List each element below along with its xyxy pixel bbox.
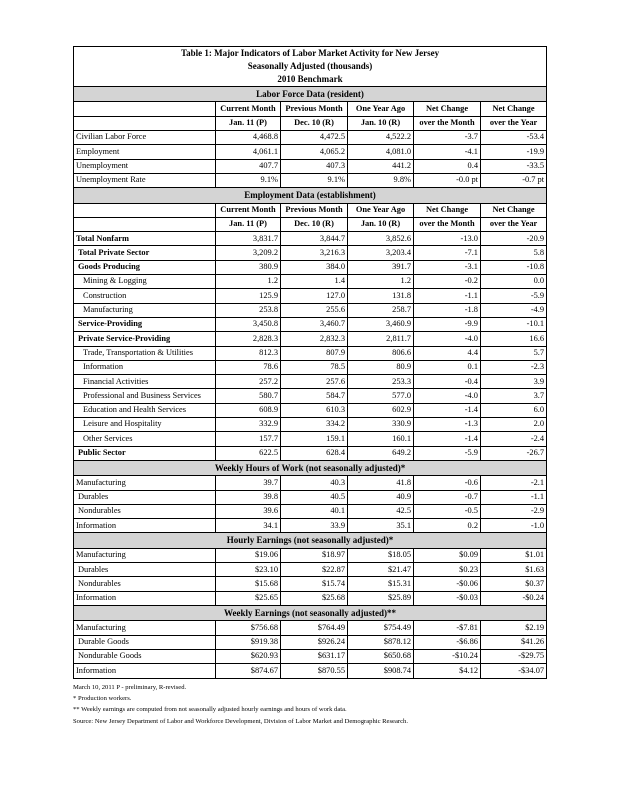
- row-value: 0.0: [481, 275, 547, 289]
- row-value: -$34.07: [481, 664, 547, 678]
- row-value: $926.24: [281, 635, 348, 649]
- row-value: 253.3: [348, 375, 414, 389]
- row-value: $878.12: [348, 635, 414, 649]
- row-value: -5.9: [481, 289, 547, 303]
- row-label: Total Nonfarm: [74, 232, 216, 246]
- row-value: -$0.03: [414, 591, 481, 605]
- column-header: One Year Ago: [348, 102, 414, 116]
- row-label: Trade, Transportation & Utilities: [74, 346, 216, 360]
- row-value: $23.10: [216, 563, 281, 577]
- section-header-row: [74, 606, 547, 621]
- row-value: $620.93: [216, 650, 281, 664]
- row-value: 39.8: [216, 490, 281, 504]
- table-subtitle: Seasonally Adjusted (thousands): [74, 60, 547, 73]
- row-value: 1.4: [281, 275, 348, 289]
- table-row: [74, 490, 547, 504]
- table-row: [74, 130, 547, 144]
- row-value: 4.4: [414, 346, 481, 360]
- row-value: 4,065.2: [281, 145, 348, 159]
- table-row: [74, 389, 547, 403]
- section-title: Weekly Earnings (not seasonally adjusted)**: [74, 606, 547, 621]
- row-value: 2,828.3: [216, 332, 281, 346]
- table-row: [74, 591, 547, 605]
- row-value: $631.17: [281, 650, 348, 664]
- row-value: 9.1%: [281, 173, 348, 187]
- row-value: 2,811.7: [348, 332, 414, 346]
- row-value: -1.1: [481, 490, 547, 504]
- row-value: 16.6: [481, 332, 547, 346]
- table-row: [74, 346, 547, 360]
- row-value: 3,844.7: [281, 232, 348, 246]
- table-row: [74, 476, 547, 490]
- row-value: -10.8: [481, 260, 547, 274]
- row-label: Nondurable Goods: [74, 650, 216, 664]
- row-value: -2.3: [481, 360, 547, 374]
- row-value: -$10.24: [414, 650, 481, 664]
- row-value: 9.1%: [216, 173, 281, 187]
- row-label: Construction: [74, 289, 216, 303]
- table-row: [74, 159, 547, 173]
- row-value: $919.38: [216, 635, 281, 649]
- row-label: Nondurables: [74, 577, 216, 591]
- column-header: Previous Month: [281, 102, 348, 116]
- section-header-row: [74, 188, 547, 203]
- row-value: -$6.86: [414, 635, 481, 649]
- footnote-source: Source: New Jersey Department of Labor and Workforce Development, Division of Labor Market and Demographic Research.: [73, 717, 408, 725]
- table-row: [74, 232, 547, 246]
- row-value: -4.0: [414, 389, 481, 403]
- row-value: $0.23: [414, 563, 481, 577]
- row-value: -3.7: [414, 130, 481, 144]
- row-value: -33.5: [481, 159, 547, 173]
- row-value: 127.0: [281, 289, 348, 303]
- row-value: 3,831.7: [216, 232, 281, 246]
- row-label: Information: [74, 360, 216, 374]
- row-value: $18.97: [281, 548, 348, 562]
- row-value: 160.1: [348, 432, 414, 446]
- row-label: Private Service-Providing: [74, 332, 216, 346]
- row-value: 78.5: [281, 360, 348, 374]
- row-label: Goods Producing: [74, 260, 216, 274]
- table-row: [74, 504, 547, 518]
- row-value: $756.68: [216, 621, 281, 635]
- row-value: 4,081.0: [348, 145, 414, 159]
- row-label: Durable Goods: [74, 635, 216, 649]
- row-value: 0.2: [414, 519, 481, 533]
- row-value: -20.9: [481, 232, 547, 246]
- row-value: 125.9: [216, 289, 281, 303]
- footnote-date: March 10, 2011 P - preliminary, R-revised.: [73, 683, 187, 691]
- row-value: 330.9: [348, 418, 414, 432]
- row-value: -0.7: [414, 490, 481, 504]
- row-value: 3,460.7: [281, 317, 348, 331]
- row-value: -1.3: [414, 418, 481, 432]
- column-header: Net Change: [414, 203, 481, 217]
- column-header: Dec. 10 (R): [281, 217, 348, 231]
- table-row: [74, 145, 547, 159]
- row-value: -0.0 pt: [414, 173, 481, 187]
- table-row: [74, 403, 547, 417]
- row-label: Unemployment: [74, 159, 216, 173]
- row-value: 159.1: [281, 432, 348, 446]
- table-row: [74, 303, 547, 317]
- row-value: -$0.24: [481, 591, 547, 605]
- row-value: 40.1: [281, 504, 348, 518]
- table-title-row: [74, 47, 547, 61]
- row-value: -0.6: [414, 476, 481, 490]
- section-title: Hourly Earnings (not seasonally adjusted)*: [74, 533, 547, 548]
- row-value: 40.5: [281, 490, 348, 504]
- table-row: [74, 289, 547, 303]
- row-value: -4.0: [414, 332, 481, 346]
- row-value: 39.7: [216, 476, 281, 490]
- row-value: $0.37: [481, 577, 547, 591]
- column-header-row: [74, 217, 547, 231]
- table-row: [74, 621, 547, 635]
- row-value: 2,832.3: [281, 332, 348, 346]
- row-value: -1.8: [414, 303, 481, 317]
- row-value: 4,468.8: [216, 130, 281, 144]
- row-value: -2.9: [481, 504, 547, 518]
- row-value: 3.7: [481, 389, 547, 403]
- row-label: Financial Activities: [74, 375, 216, 389]
- row-label: Public Sector: [74, 446, 216, 460]
- row-value: -0.5: [414, 504, 481, 518]
- row-value: -$7.81: [414, 621, 481, 635]
- row-value: 806.6: [348, 346, 414, 360]
- column-header: One Year Ago: [348, 203, 414, 217]
- row-value: $15.68: [216, 577, 281, 591]
- row-value: 622.5: [216, 446, 281, 460]
- row-value: 39.6: [216, 504, 281, 518]
- section-title: Labor Force Data (resident): [74, 87, 547, 102]
- footnote-weekly-earnings: ** Weekly earnings are computed from not seasonally adjusted hourly earnings and hours of work data.: [73, 706, 347, 714]
- row-value: 3,209.2: [216, 246, 281, 260]
- row-value: -$0.06: [414, 577, 481, 591]
- row-label: Manufacturing: [74, 476, 216, 490]
- row-value: 5.7: [481, 346, 547, 360]
- row-label: Durables: [74, 563, 216, 577]
- row-value: $1.01: [481, 548, 547, 562]
- row-value: 812.3: [216, 346, 281, 360]
- row-label: Manufacturing: [74, 548, 216, 562]
- column-header: over the Year: [481, 217, 547, 231]
- row-value: $754.49: [348, 621, 414, 635]
- row-value: 258.7: [348, 303, 414, 317]
- table-row: [74, 173, 547, 187]
- row-value: 0.1: [414, 360, 481, 374]
- table-row: [74, 275, 547, 289]
- table-row: [74, 432, 547, 446]
- row-value: 4,061.1: [216, 145, 281, 159]
- row-value: 3.9: [481, 375, 547, 389]
- column-header-blank: [74, 217, 216, 231]
- column-header: Current Month: [216, 203, 281, 217]
- row-value: 334.2: [281, 418, 348, 432]
- column-header: over the Month: [414, 217, 481, 231]
- row-label: Information: [74, 664, 216, 678]
- row-value: -0.4: [414, 375, 481, 389]
- row-value: 3,203.4: [348, 246, 414, 260]
- column-header: Jan. 10 (R): [348, 217, 414, 231]
- row-value: $25.65: [216, 591, 281, 605]
- row-value: -4.9: [481, 303, 547, 317]
- row-label: Total Private Sector: [74, 246, 216, 260]
- section-header-row: [74, 460, 547, 475]
- table-row: [74, 446, 547, 460]
- table-row: [74, 360, 547, 374]
- row-value: 610.3: [281, 403, 348, 417]
- row-value: 3,852.6: [348, 232, 414, 246]
- row-value: -$29.75: [481, 650, 547, 664]
- row-value: 5.8: [481, 246, 547, 260]
- row-value: 332.9: [216, 418, 281, 432]
- row-value: 257.2: [216, 375, 281, 389]
- row-value: $22.87: [281, 563, 348, 577]
- table-title: Table 1: Major Indicators of Labor Market Activity for New Jersey: [74, 47, 547, 61]
- row-value: 1.2: [348, 275, 414, 289]
- labor-market-document: [73, 46, 546, 727]
- column-header: Current Month: [216, 102, 281, 116]
- column-header: Dec. 10 (R): [281, 116, 348, 130]
- section-header-row: [74, 533, 547, 548]
- table-subtitle-row: [74, 60, 547, 73]
- row-label: Mining & Logging: [74, 275, 216, 289]
- table-row: [74, 650, 547, 664]
- row-value: 41.8: [348, 476, 414, 490]
- row-label: Employment: [74, 145, 216, 159]
- table-benchmark: 2010 Benchmark: [74, 73, 547, 87]
- row-value: -1.1: [414, 289, 481, 303]
- table-row: [74, 577, 547, 591]
- row-value: $4.12: [414, 664, 481, 678]
- row-label: Manufacturing: [74, 621, 216, 635]
- row-value: $764.49: [281, 621, 348, 635]
- row-value: 6.0: [481, 403, 547, 417]
- row-value: -4.1: [414, 145, 481, 159]
- row-label: Service-Providing: [74, 317, 216, 331]
- row-value: -1.4: [414, 403, 481, 417]
- row-value: -2.1: [481, 476, 547, 490]
- indicators-table: [73, 46, 547, 679]
- row-value: -1.4: [414, 432, 481, 446]
- column-header: Net Change: [481, 102, 547, 116]
- row-value: 80.9: [348, 360, 414, 374]
- row-value: 2.0: [481, 418, 547, 432]
- row-label: Information: [74, 519, 216, 533]
- row-label: Civilian Labor Force: [74, 130, 216, 144]
- table-benchmark-row: [74, 73, 547, 87]
- column-header: over the Year: [481, 116, 547, 130]
- row-value: 3,450.8: [216, 317, 281, 331]
- row-value: -0.7 pt: [481, 173, 547, 187]
- section-title: Weekly Hours of Work (not seasonally adjusted)*: [74, 460, 547, 475]
- row-value: -9.9: [414, 317, 481, 331]
- row-label: Education and Health Services: [74, 403, 216, 417]
- row-value: $874.67: [216, 664, 281, 678]
- row-value: 391.7: [348, 260, 414, 274]
- footnotes: [73, 682, 546, 727]
- column-header: Net Change: [481, 203, 547, 217]
- row-value: 255.6: [281, 303, 348, 317]
- row-label: Other Services: [74, 432, 216, 446]
- column-header-blank: [74, 102, 216, 116]
- row-value: 384.0: [281, 260, 348, 274]
- row-value: 40.3: [281, 476, 348, 490]
- row-value: -26.7: [481, 446, 547, 460]
- row-value: 807.9: [281, 346, 348, 360]
- row-value: $21.47: [348, 563, 414, 577]
- column-header: Net Change: [414, 102, 481, 116]
- row-value: 33.9: [281, 519, 348, 533]
- table-row: [74, 246, 547, 260]
- row-value: -7.1: [414, 246, 481, 260]
- row-value: $25.68: [281, 591, 348, 605]
- column-header: Previous Month: [281, 203, 348, 217]
- column-header: Jan. 11 (P): [216, 217, 281, 231]
- row-value: $650.68: [348, 650, 414, 664]
- row-value: 4,472.5: [281, 130, 348, 144]
- row-value: $19.06: [216, 548, 281, 562]
- table-row: [74, 548, 547, 562]
- row-value: 3,460.9: [348, 317, 414, 331]
- column-header-blank: [74, 116, 216, 130]
- section-header-row: [74, 87, 547, 102]
- row-label: Nondurables: [74, 504, 216, 518]
- row-value: $15.74: [281, 577, 348, 591]
- column-header-blank: [74, 203, 216, 217]
- row-value: 9.8%: [348, 173, 414, 187]
- row-label: Leisure and Hospitality: [74, 418, 216, 432]
- table-row: [74, 375, 547, 389]
- row-value: 35.1: [348, 519, 414, 533]
- footnote-production: * Production workers.: [73, 694, 132, 702]
- row-value: 78.6: [216, 360, 281, 374]
- row-value: 380.9: [216, 260, 281, 274]
- row-label: Information: [74, 591, 216, 605]
- row-value: 3,216.3: [281, 246, 348, 260]
- table-row: [74, 519, 547, 533]
- section-title: Employment Data (establishment): [74, 188, 547, 203]
- row-value: -1.0: [481, 519, 547, 533]
- row-value: 407.7: [216, 159, 281, 173]
- row-value: -19.9: [481, 145, 547, 159]
- row-label: Durables: [74, 490, 216, 504]
- row-value: 253.8: [216, 303, 281, 317]
- row-value: $2.19: [481, 621, 547, 635]
- row-value: 628.4: [281, 446, 348, 460]
- row-value: 407.3: [281, 159, 348, 173]
- table-row: [74, 563, 547, 577]
- column-header: Jan. 11 (P): [216, 116, 281, 130]
- row-value: 257.6: [281, 375, 348, 389]
- column-header: over the Month: [414, 116, 481, 130]
- column-header-row: [74, 102, 547, 116]
- row-value: 34.1: [216, 519, 281, 533]
- row-value: 584.7: [281, 389, 348, 403]
- column-header-row: [74, 203, 547, 217]
- table-row: [74, 635, 547, 649]
- row-label: Unemployment Rate: [74, 173, 216, 187]
- table-row: [74, 317, 547, 331]
- column-header: Jan. 10 (R): [348, 116, 414, 130]
- row-value: 608.9: [216, 403, 281, 417]
- row-value: -13.0: [414, 232, 481, 246]
- column-header-row: [74, 116, 547, 130]
- row-value: 4,522.2: [348, 130, 414, 144]
- row-value: 0.4: [414, 159, 481, 173]
- row-value: $0.09: [414, 548, 481, 562]
- row-value: $15.31: [348, 577, 414, 591]
- row-value: 580.7: [216, 389, 281, 403]
- row-value: 40.9: [348, 490, 414, 504]
- row-value: $870.55: [281, 664, 348, 678]
- row-value: 131.8: [348, 289, 414, 303]
- table-row: [74, 260, 547, 274]
- row-value: 602.9: [348, 403, 414, 417]
- row-value: -2.4: [481, 432, 547, 446]
- row-value: -3.1: [414, 260, 481, 274]
- row-value: $1.63: [481, 563, 547, 577]
- row-value: 1.2: [216, 275, 281, 289]
- row-value: 649.2: [348, 446, 414, 460]
- row-label: Manufacturing: [74, 303, 216, 317]
- row-value: $908.74: [348, 664, 414, 678]
- row-value: 441.2: [348, 159, 414, 173]
- row-value: -53.4: [481, 130, 547, 144]
- row-value: 157.7: [216, 432, 281, 446]
- row-value: $18.05: [348, 548, 414, 562]
- row-value: -10.1: [481, 317, 547, 331]
- row-label: Professional and Business Services: [74, 389, 216, 403]
- row-value: 577.0: [348, 389, 414, 403]
- row-value: $25.89: [348, 591, 414, 605]
- table-row: [74, 664, 547, 678]
- table-row: [74, 332, 547, 346]
- row-value: 42.5: [348, 504, 414, 518]
- row-value: -5.9: [414, 446, 481, 460]
- row-value: $41.26: [481, 635, 547, 649]
- row-value: -0.2: [414, 275, 481, 289]
- table-row: [74, 418, 547, 432]
